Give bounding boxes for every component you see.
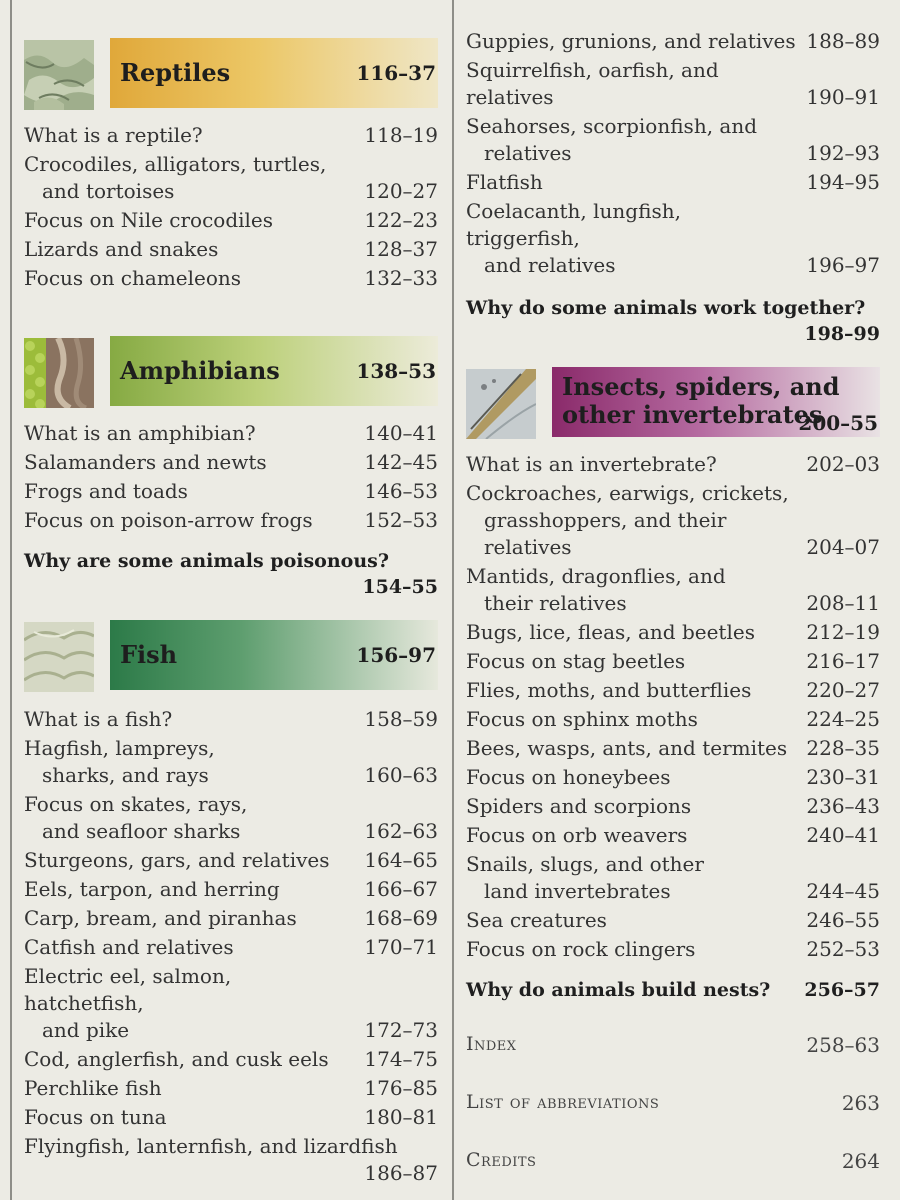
section-header-reptiles [24, 38, 438, 114]
toc-entry[interactable] [24, 791, 438, 845]
entry-pages: 146–53 [364, 479, 438, 503]
entry-text: Cockroaches, earwigs, crickets, [466, 481, 789, 505]
entry-text: Flatfish [466, 170, 543, 194]
toc-entry[interactable] [466, 764, 880, 791]
entry-text: Focus on rock clingers [466, 937, 696, 961]
section-pages: 116–37 [356, 61, 436, 85]
entry-text: Flyingfish, lanternfish, and lizardfish [24, 1134, 398, 1158]
entry-pages: 216–17 [806, 649, 880, 673]
toc-entry[interactable] [24, 934, 438, 961]
entry-text-cont: their relatives [484, 591, 627, 615]
entry-text: Focus on orb weavers [466, 823, 688, 847]
question-pages: 256–57 [804, 979, 880, 1001]
entry-pages: 142–45 [364, 450, 438, 474]
amphibians-entries [24, 420, 438, 600]
entry-pages: 132–33 [364, 266, 438, 290]
toc-entry[interactable] [466, 198, 880, 279]
section-header-amphibians [24, 336, 438, 412]
entry-text: Squirrelfish, oarfish, and relatives [466, 58, 719, 109]
section-title-line1: Insects, spiders, and [562, 372, 840, 401]
toc-entry[interactable] [466, 851, 880, 905]
entry-text-cont: sharks, and rays [42, 763, 209, 787]
toc-entry[interactable] [24, 905, 438, 932]
question-text: Why do some animals work together? [466, 297, 866, 319]
back-matter-label: Credits [466, 1149, 537, 1171]
entry-pages: 188–89 [806, 29, 880, 53]
left-page-edge [10, 0, 12, 1200]
fish-continued-entries [466, 28, 880, 347]
toc-entry[interactable] [466, 619, 880, 646]
section-pages: 156–97 [356, 643, 436, 667]
entry-pages: 120–27 [364, 179, 438, 203]
left-column [24, 38, 438, 1189]
back-matter-label: Index [466, 1033, 517, 1055]
entry-pages: 140–41 [364, 421, 438, 445]
question-text: Why do animals build nests? [466, 979, 771, 1001]
entry-text: What is a reptile? [24, 123, 203, 147]
section-title: Fish [120, 640, 178, 669]
toc-entry[interactable] [466, 822, 880, 849]
toc-entry[interactable] [24, 1133, 438, 1187]
section-pages: 200–55 [798, 411, 878, 435]
toc-entry[interactable] [24, 449, 438, 476]
entry-text: Flies, moths, and butterflies [466, 678, 752, 702]
frog-skin-thumbnail [24, 338, 94, 408]
toc-entry[interactable] [466, 169, 880, 196]
entry-text: Salamanders and newts [24, 450, 267, 474]
entry-pages: 166–67 [364, 877, 438, 901]
toc-entry[interactable] [24, 507, 438, 534]
toc-entry[interactable] [466, 451, 880, 478]
entry-pages: 176–85 [364, 1076, 438, 1100]
entry-text: Electric eel, salmon, hatchetfish, [24, 964, 232, 1015]
entry-text: Frogs and toads [24, 479, 188, 503]
entry-text: Focus on sphinx moths [466, 707, 698, 731]
entry-text: Focus on skates, rays, [24, 792, 248, 816]
toc-entry[interactable] [466, 57, 880, 111]
entry-text-cont: and pike [42, 1018, 130, 1042]
fish-scales-thumbnail [24, 622, 94, 692]
entry-text: Mantids, dragonflies, and [466, 564, 726, 588]
entry-text-cont: relatives [484, 141, 572, 165]
question-text: Why are some animals poisonous? [24, 550, 389, 572]
entry-pages: 158–59 [364, 707, 438, 731]
reptile-scales-thumbnail [24, 40, 94, 110]
entry-pages: 168–69 [364, 906, 438, 930]
feature-question[interactable] [466, 295, 880, 347]
entry-text-cont: grasshoppers, and their relatives [484, 508, 727, 559]
fish-entries [24, 706, 438, 1187]
insects-entries [466, 451, 880, 1003]
toc-entry[interactable] [24, 1046, 438, 1073]
entry-pages: 122–23 [364, 208, 438, 232]
section-title-line2: other invertebrates [562, 400, 823, 429]
entry-pages: 208–11 [806, 591, 880, 615]
entry-pages: 240–41 [806, 823, 880, 847]
entry-pages: 246–55 [806, 908, 880, 932]
entry-pages: 170–71 [364, 935, 438, 959]
entry-pages: 244–45 [806, 879, 880, 903]
entry-text: Guppies, grunions, and relatives [466, 29, 796, 53]
toc-entry[interactable] [466, 113, 880, 167]
reptiles-entries [24, 122, 438, 292]
toc-entry[interactable] [466, 907, 880, 934]
entry-pages: 220–27 [806, 678, 880, 702]
entry-pages: 118–19 [364, 123, 438, 147]
entry-text-cont: and seafloor sharks [42, 819, 241, 843]
reptiles-band [110, 38, 438, 108]
toc-entry[interactable] [24, 151, 438, 205]
entry-text: Bees, wasps, ants, and termites [466, 736, 788, 760]
entry-text: Perchlike fish [24, 1076, 162, 1100]
entry-text: Sea creatures [466, 908, 607, 932]
entry-text: Eels, tarpon, and herring [24, 877, 280, 901]
toc-entry[interactable] [466, 480, 880, 561]
entry-text: Focus on Nile crocodiles [24, 208, 274, 232]
entry-text: Sturgeons, gars, and relatives [24, 848, 330, 872]
toc-entry[interactable] [24, 265, 438, 292]
back-matter-pages: 263 [841, 1091, 880, 1115]
toc-entry[interactable] [466, 677, 880, 704]
section-title: Reptiles [120, 58, 231, 87]
back-matter-pages: 258–63 [806, 1033, 880, 1057]
entry-pages: 228–35 [806, 736, 880, 760]
entry-pages: 204–07 [806, 535, 880, 559]
entry-pages: 164–65 [364, 848, 438, 872]
toc-entry[interactable] [24, 847, 438, 874]
entry-pages: 162–63 [364, 819, 438, 843]
toc-entry[interactable] [466, 735, 880, 762]
section-pages: 138–53 [356, 359, 436, 383]
toc-entry[interactable] [466, 706, 880, 733]
back-matter [466, 1033, 880, 1173]
toc-entry[interactable] [466, 936, 880, 963]
toc-entry[interactable] [24, 478, 438, 505]
entry-pages: 236–43 [806, 794, 880, 818]
question-pages: 154–55 [362, 576, 438, 598]
section-title: Amphibians [120, 356, 280, 385]
section-header-insects [466, 367, 880, 443]
entry-pages: 172–73 [364, 1018, 438, 1042]
abbreviations-entry[interactable] [466, 1091, 880, 1115]
entry-text: Focus on chameleons [24, 266, 242, 290]
entry-pages: 252–53 [806, 937, 880, 961]
entry-text: Cod, anglerfish, and cusk eels [24, 1047, 329, 1071]
entry-text: Coelacanth, lungfish, triggerfish, [466, 199, 681, 250]
entry-pages: 190–91 [806, 85, 880, 109]
entry-pages: 230–31 [806, 765, 880, 789]
entry-pages: 128–37 [364, 237, 438, 261]
amphibians-band [110, 336, 438, 406]
entry-pages: 160–63 [364, 763, 438, 787]
entry-pages: 196–97 [806, 253, 880, 277]
entry-text-cont: and tortoises [42, 179, 175, 203]
entry-pages: 152–53 [364, 508, 438, 532]
toc-entry[interactable] [466, 28, 880, 55]
toc-entry[interactable] [24, 735, 438, 789]
entry-text-cont: and relatives [484, 253, 616, 277]
toc-entry[interactable] [466, 563, 880, 617]
entry-text-cont: land invertebrates [484, 879, 671, 903]
entry-text: Snails, slugs, and other [466, 852, 704, 876]
toc-entry[interactable] [24, 1104, 438, 1131]
entry-text: Crocodiles, alligators, turtles, [24, 152, 327, 176]
entry-text: Focus on honeybees [466, 765, 671, 789]
entry-pages: 224–25 [806, 707, 880, 731]
column-divider [452, 0, 454, 1200]
entry-text: Hagfish, lampreys, [24, 736, 215, 760]
index-entry[interactable] [466, 1033, 880, 1057]
credits-entry[interactable] [466, 1149, 880, 1173]
section-header-fish [24, 620, 438, 696]
feature-question[interactable] [466, 977, 880, 1003]
toc-entry[interactable] [24, 1075, 438, 1102]
toc-entry[interactable] [24, 420, 438, 447]
back-matter-pages: 264 [841, 1149, 880, 1173]
entry-text: What is an amphibian? [24, 421, 256, 445]
toc-entry[interactable] [24, 207, 438, 234]
entry-text: Focus on tuna [24, 1105, 167, 1129]
question-pages: 198–99 [804, 323, 880, 345]
entry-text: Focus on stag beetles [466, 649, 686, 673]
toc-entry[interactable] [24, 706, 438, 733]
entry-text: Catfish and relatives [24, 935, 234, 959]
entry-pages: 174–75 [364, 1047, 438, 1071]
toc-entry[interactable] [24, 963, 438, 1044]
entry-text: Carp, bream, and piranhas [24, 906, 297, 930]
toc-entry[interactable] [24, 236, 438, 263]
entry-pages: 202–03 [806, 452, 880, 476]
entry-pages: 212–19 [806, 620, 880, 644]
insects-band [552, 367, 880, 437]
toc-entry[interactable] [466, 648, 880, 675]
toc-entry[interactable] [24, 122, 438, 149]
entry-text: Seahorses, scorpionfish, and [466, 114, 758, 138]
entry-pages: 180–81 [364, 1105, 438, 1129]
toc-entry[interactable] [466, 793, 880, 820]
entry-text: Bugs, lice, fleas, and beetles [466, 620, 755, 644]
right-column [466, 28, 880, 1173]
entry-pages: 192–93 [806, 141, 880, 165]
entry-pages: 186–87 [364, 1161, 438, 1185]
entry-text: Lizards and snakes [24, 237, 219, 261]
fish-band [110, 620, 438, 690]
entry-text: Spiders and scorpions [466, 794, 692, 818]
entry-text: What is a fish? [24, 707, 173, 731]
toc-entry[interactable] [24, 876, 438, 903]
insect-wing-thumbnail [466, 369, 536, 439]
feature-question[interactable] [24, 548, 438, 600]
back-matter-label: List of abbreviations [466, 1091, 660, 1113]
entry-text: What is an invertebrate? [466, 452, 717, 476]
entry-text: Focus on poison-arrow frogs [24, 508, 313, 532]
entry-pages: 194–95 [806, 170, 880, 194]
